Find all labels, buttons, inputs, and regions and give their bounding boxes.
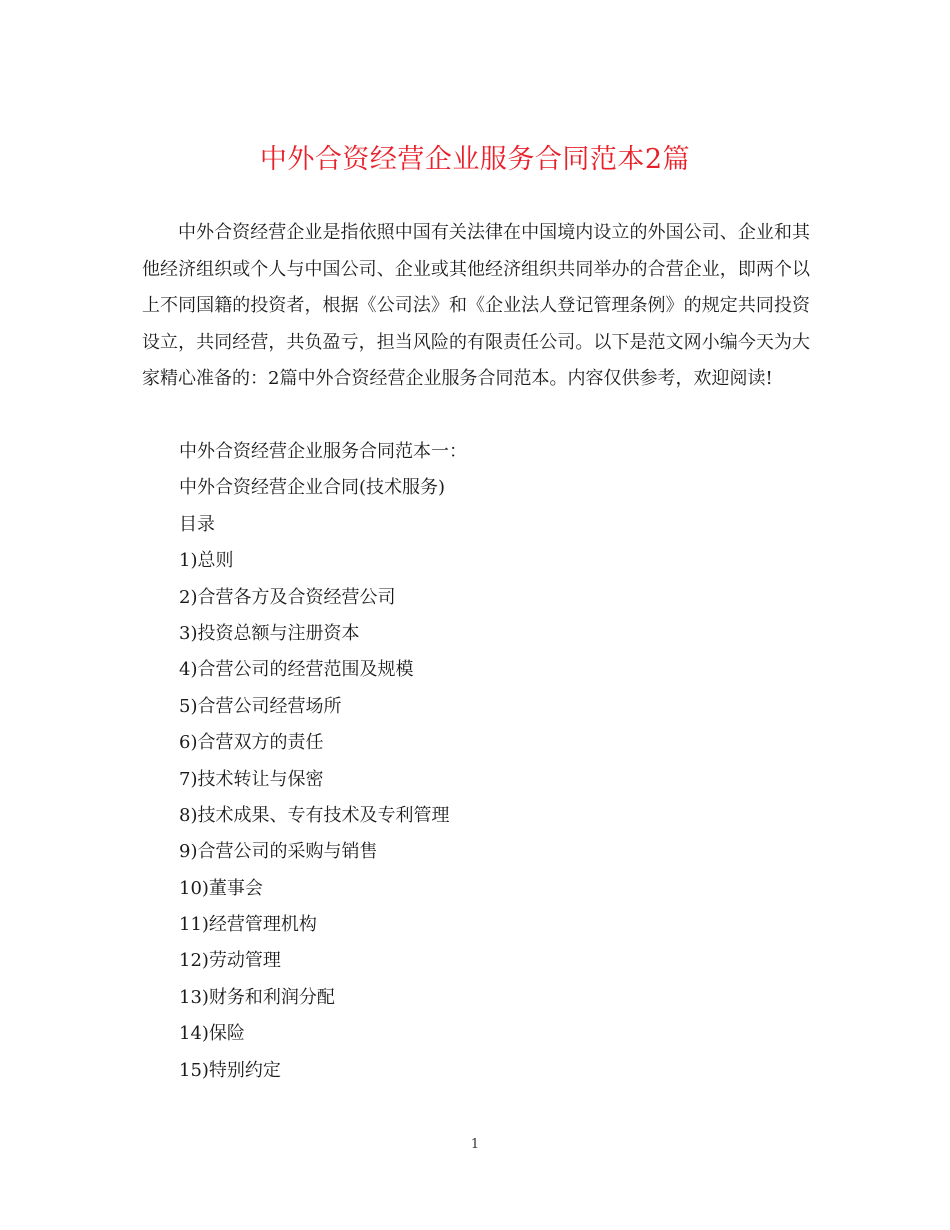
toc-item: 3)投资总额与注册资本 [179, 622, 360, 644]
document-title: 中外合资经营企业服务合同范本2篇 [259, 144, 691, 175]
toc-item: 10)董事会 [179, 877, 263, 899]
toc-item: 9)合营公司的采购与销售 [179, 841, 378, 863]
toc-item: 4)合营公司的经营范围及规模 [179, 659, 414, 681]
toc-item: 5)合营公司经营场所 [179, 695, 342, 717]
document-body-lines [179, 434, 467, 1089]
toc-item: 1)总则 [179, 550, 234, 572]
page-number: 1 [470, 1137, 480, 1152]
intro-paragraph: 中外合资经营企业是指依照中国有关法律在中国境内设立的外国公司、企业和其他经济组织或个人与中国公司、企业或其他经济组织共同举办的合营企业，即两个以上不同国籍的投资者，根据《公司法》和《企业法人登记管理条例》的规定共同投资设立，共同经营，共负盈亏，担当风险的有限责任公司。以下是范文网小编今天为大家精心准备的：2篇中外合资经营企业服务合同范本。内容仅供参考，欢迎阅读! [142, 222, 810, 389]
toc-item: 12)劳动管理 [179, 950, 281, 972]
toc-item: 8)技术成果、专有技术及专利管理 [179, 804, 450, 826]
toc-item: 14)保险 [179, 1023, 245, 1045]
toc-item: 7)技术转让与保密 [179, 768, 324, 790]
toc-heading: 目录 [179, 513, 215, 535]
toc-item: 13)财务和利润分配 [179, 986, 335, 1008]
toc-item: 11)经营管理机构 [179, 914, 317, 936]
toc-item: 15)特别约定 [179, 1059, 281, 1081]
contract-title: 中外合资经营企业合同(技术服务) [179, 477, 446, 499]
section-heading: 中外合资经营企业服务合同范本一： [179, 441, 467, 462]
toc-item: 6)合营双方的责任 [179, 732, 324, 754]
toc-item: 2)合营各方及合资经营公司 [179, 586, 396, 608]
